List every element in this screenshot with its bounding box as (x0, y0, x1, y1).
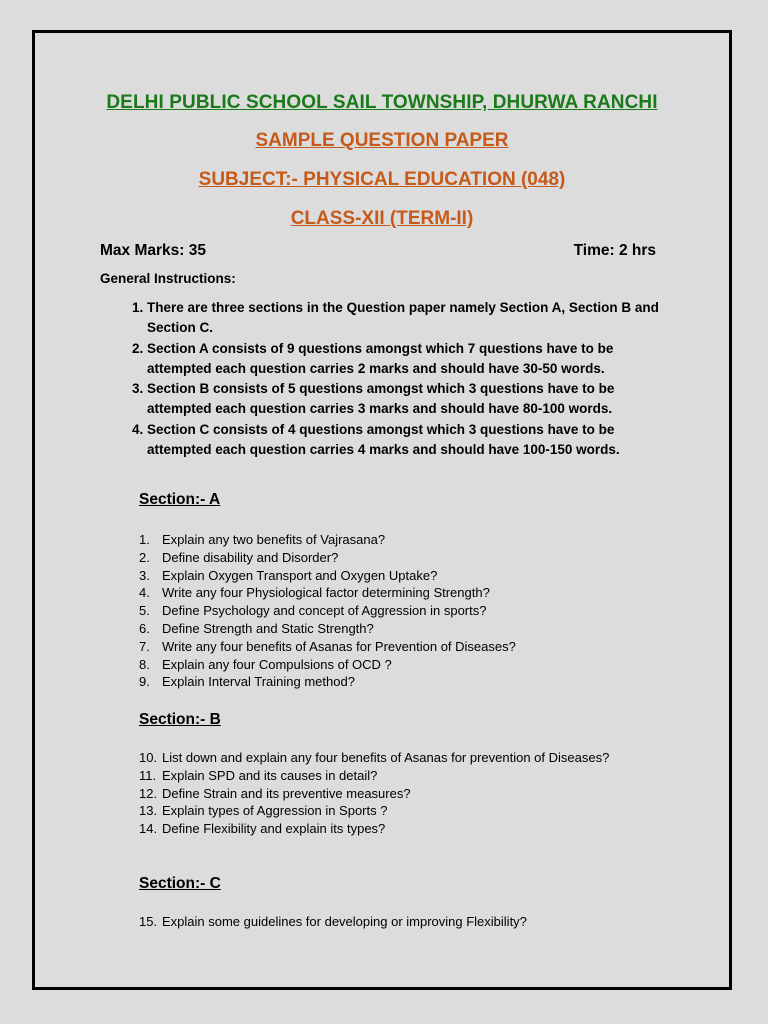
instruction-item: 3. Section B consists of 5 questions amongst which 3 questions have to be attempted each question carries 3 marks and should have 80-100 words. (147, 379, 667, 420)
section-a-questions (139, 531, 699, 691)
question-item: 2. Define disability and Disorder? (139, 549, 339, 565)
max-marks: Max Marks: 35 (100, 242, 206, 259)
question-item: 13. Explain types of Aggression in Sports ? (139, 803, 388, 819)
section-a-heading: Section:- A (139, 491, 221, 508)
question-item: 4. Write any four Physiological factor determining Strength? (139, 585, 490, 601)
instructions-heading: General Instructions: (100, 271, 236, 286)
section-b-heading: Section:- B (139, 711, 221, 728)
class-title: CLASS-XII (TERM-II) (290, 208, 474, 229)
question-item: 8. Explain any four Compulsions of OCD ? (139, 656, 392, 672)
question-item: 10. List down and explain any four benefits of Asanas for prevention of Diseases? (139, 750, 610, 765)
question-item: 3. Explain Oxygen Transport and Oxygen Uptake? (139, 567, 438, 583)
section-c-questions (139, 913, 699, 931)
question-paper-page (32, 30, 732, 990)
instruction-item: 1. There are three sections in the Question paper namely Section A, Section B and Section C. (147, 298, 667, 339)
subject-title: SUBJECT:- PHYSICAL EDUCATION (048) (198, 169, 566, 190)
time-allowed: Time: 2 hrs (573, 242, 656, 259)
paper-type: SAMPLE QUESTION PAPER (255, 130, 509, 151)
question-item: 11. Explain SPD and its causes in detail? (139, 767, 378, 783)
question-item: 5. Define Psychology and concept of Aggression in sports? (139, 603, 487, 619)
question-item: 15. Explain some guidelines for developing or improving Flexibility? (139, 914, 527, 929)
school-name: DELHI PUBLIC SCHOOL SAIL TOWNSHIP, DHURWA RANCHI (106, 92, 658, 113)
question-item: 14. Define Flexibility and explain its types? (139, 821, 386, 837)
question-item: 9. Explain Interval Training method? (139, 674, 355, 690)
instruction-item: 2. Section A consists of 9 questions amongst which 7 questions have to be attempted each question carries 2 marks and should have 30-50 words. (147, 339, 667, 380)
question-item: 12. Define Strain and its preventive measures? (139, 785, 411, 801)
section-c-heading: Section:- C (139, 875, 221, 892)
question-item: 6. Define Strength and Static Strength? (139, 620, 374, 636)
question-item: 7. Write any four benefits of Asanas for Prevention of Diseases? (139, 638, 516, 654)
section-b-questions (139, 749, 699, 838)
instructions-list (113, 298, 667, 460)
question-item: 1. Explain any two benefits of Vajrasana? (139, 532, 386, 547)
instruction-item: 4. Section C consists of 4 questions amongst which 3 questions have to be attempted each question carries 4 marks and should have 100-150 words. (147, 420, 667, 461)
